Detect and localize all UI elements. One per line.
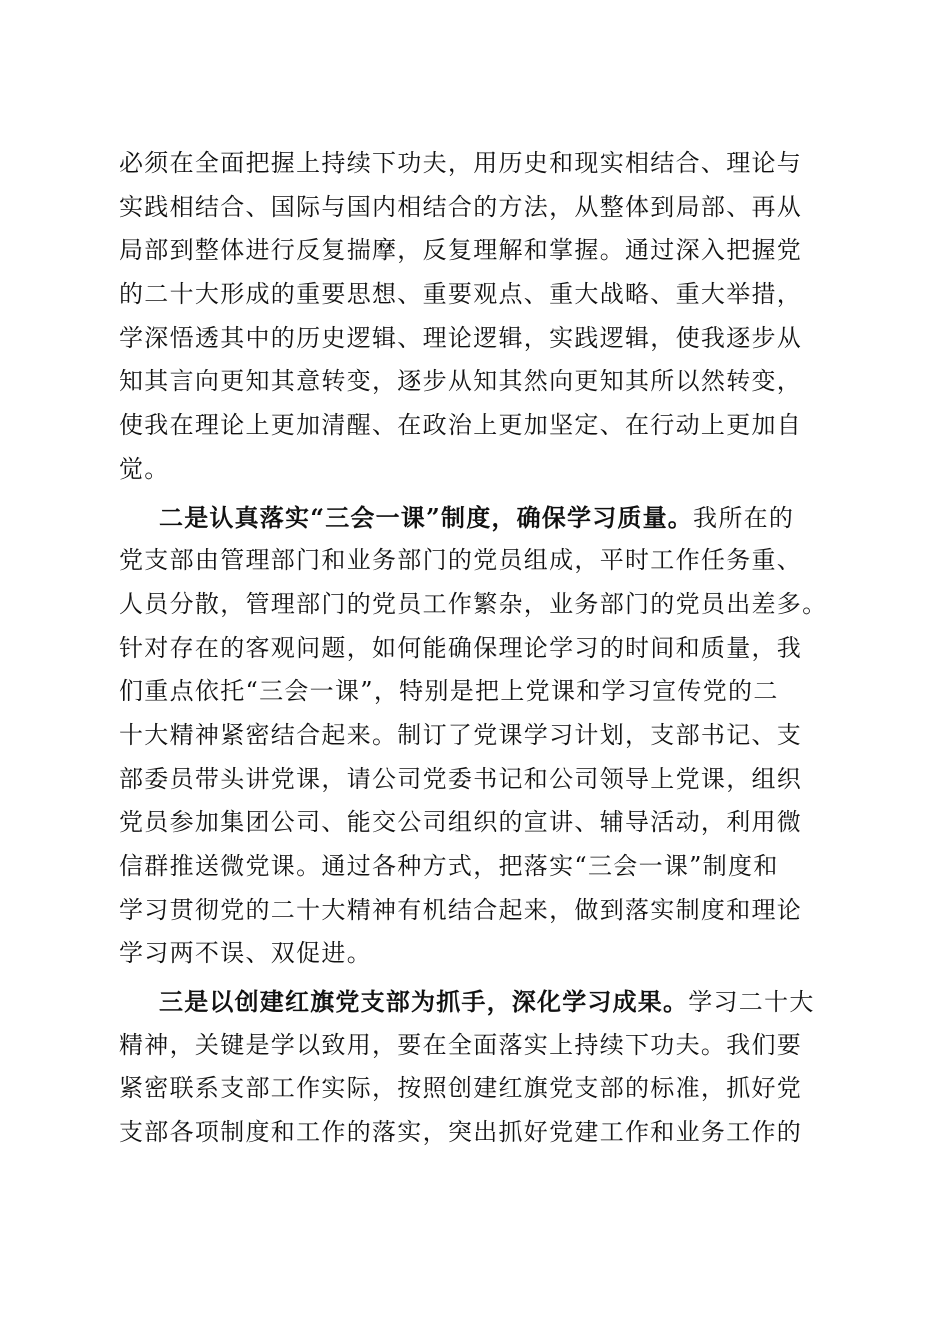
text-line: 必须在全面把握上持续下功夫，用历史和现实相结合、理论与 [119, 149, 803, 177]
paragraph-first-line [119, 980, 839, 1024]
text-run: 我所在的 [693, 503, 795, 532]
text-line: 紧密联系支部工作实际，按照创建红旗党支部的标准，抓好党 [119, 1074, 803, 1103]
text-line: 党支部由管理部门和业务部门的党员组成，平时工作任务重、 [119, 546, 803, 575]
paragraph-heading: 三是以创建红旗党支部为抓手，深化学习成果。 [159, 987, 689, 1017]
paragraph-first-line [119, 496, 839, 540]
text-line: 实践相结合、国际与国内相结合的方法，从整体到局部、再从 [119, 192, 803, 221]
text-line: 觉。 [119, 454, 170, 483]
text-line: 学深悟透其中的历史逻辑、理论逻辑，实践逻辑，使我逐步从 [119, 323, 803, 352]
paragraph-3 [119, 980, 839, 1155]
document-body [119, 142, 839, 1155]
text-line: 知其言向更知其意转变，逐步从知其然向更知其所以然转变， [119, 367, 803, 396]
text-line: 针对存在的客观问题，如何能确保理论学习的时间和质量，我 [119, 633, 803, 662]
text-line: 党员参加集团公司、能交公司组织的宣讲、辅导活动，利用微 [119, 808, 803, 837]
text-line: 信群推送微党课。通过各种方式，把落实“三会一课”制度和 [119, 852, 779, 880]
text-line: 支部各项制度和工作的落实，突出抓好党建工作和业务工作的 [119, 1118, 803, 1147]
text-line: 人员分散，管理部门的党员工作繁杂，业务部门的党员出差多。 [119, 589, 828, 618]
paragraph-2 [119, 496, 839, 977]
text-line: 局部到整体进行反复揣摩，反复理解和掌握。通过深入把握党 [119, 236, 803, 265]
text-line: 学习贯彻党的二十大精神有机结合起来，做到落实制度和理论 [119, 895, 803, 924]
paragraph-heading: 二是认真落实“三会一课”制度，确保学习质量。 [159, 502, 694, 532]
text-run: 学习二十大 [688, 988, 815, 1017]
text-line: 使我在理论上更加清醒、在政治上更加坚定、在行动上更加自 [119, 411, 803, 440]
text-line: 学习两不误、双促进。 [119, 939, 372, 968]
text-line: 十大精神紧密结合起来。制订了党课学习计划，支部书记、支 [119, 720, 803, 749]
text-line: 的二十大形成的重要思想、重要观点、重大战略、重大举措， [119, 280, 803, 309]
text-line: 们重点依托“三会一课”，特别是把上党课和学习宣传党的二 [119, 677, 779, 706]
text-line: 精神，关键是学以致用，要在全面落实上持续下功夫。我们要 [119, 1030, 803, 1059]
paragraph-1 [119, 142, 839, 492]
text-line: 部委员带头讲党课，请公司党委书记和公司领导上党课，组织 [119, 764, 803, 793]
